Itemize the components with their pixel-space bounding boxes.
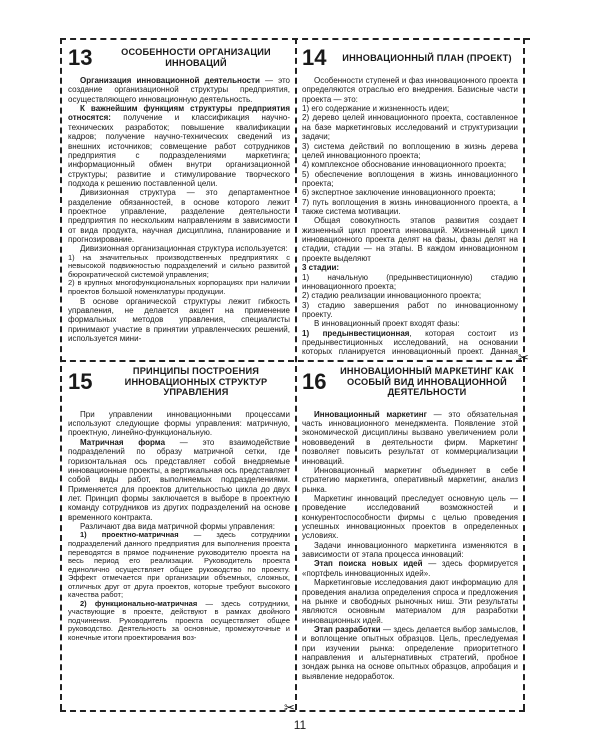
list-item: 1) его содержание и жизненность идеи;	[302, 104, 450, 114]
term: Этап поиска новых идей	[314, 559, 423, 569]
card-body	[68, 76, 290, 343]
term: 2) функционально-матричная	[80, 598, 198, 608]
paragraph: Инновационный маркетинг объединяет в себе стратегию маркетинга, оперативный маркетинг, анализ рынка.	[302, 465, 518, 494]
list-item: 5) обеспечение воплощения в жизнь инновационного проекта;	[302, 169, 518, 188]
card-body	[302, 402, 518, 681]
term: К важнейшим функциям структуры предприятия относятся:	[68, 104, 290, 123]
paragraph: — здесь формируется «портфель инновационных идей».	[302, 559, 518, 578]
paragraph: получение и классификация научно-технических разработок; повышение квалификации кадров; получение научно-технических сведений из внешних источников; совмещение работ сотрудников предприятия с подразделениями маркетинга; информационный обмен внутри организационной структуры; развитие и стимулирование творческого подхода к решению поставленной цели.	[68, 113, 290, 188]
paragraph: — здесь сотрудники, участвующие в проекте, действуют в рамках двойного подчинения. Руководитель проекта осуществляет общее руководство. Деятельность за основные, промежуточные и конечные итоги проектирования воз-	[68, 598, 290, 642]
paragraph: — это взаимодействие подразделений по образу матричной сетки, где горизонтальная ось представляет собой внедряемые инновационные проекты, а вертикальная ось представляет собой виды работ, выполняемых подразделениями. Применяется для проектов длительностью цикла до двух лет. Принцип формы заключается в выборе в проектную команду сотрудников из других подразделений на основе временного контракта.	[68, 437, 290, 522]
list-item: 3) система действий по воплощению в жизнь дерева целей инновационного проекта;	[302, 141, 518, 160]
term: Инновационный маркетинг	[314, 409, 427, 419]
card-title: ИННОВАЦИОННЫЙ МАРКЕТИНГ КАК ОСОБЫЙ ВИД ИННОВАЦИОННОЙ ДЕЯТЕЛЬНОСТИ	[340, 366, 514, 398]
card-header	[302, 44, 518, 72]
card-number: 14	[302, 45, 327, 70]
paragraph: Дивизионная организационная структура используется:	[80, 244, 288, 254]
paragraph: Задачи инновационного маркетинга изменяются в зависимости от этапа процесса инноваций:	[302, 540, 518, 560]
term: Матричная форма	[80, 437, 166, 447]
paragraph: Различают два вида матричной формы управления:	[80, 522, 275, 532]
cut-line-middle	[60, 360, 522, 362]
paragraph: Маркетинговые исследования дают информацию для проведения анализа определения спроса и предложения на рынке и свободных рыночных ниш. Эти результаты являются основным материалом для разработки инновационных идей.	[302, 578, 518, 625]
paragraph: — это обязательная часть инновационного менеджмента. Появление этой экономической дисциплины вызвано увеличением роли нововведений в деятельности фирм. Маркетинг позволяет повысить результат от коммерциализации инноваций.	[302, 409, 518, 466]
list-item: 3) стадию завершения работ по инновационному проекту.	[302, 300, 518, 319]
page-number: 11	[293, 718, 307, 732]
card-number: 16	[302, 368, 327, 394]
paragraph: Общая совокупность этапов развития создает жизненный цикл проекта инноваций. Жизненный цикл инновационного проекта делят на фазы, фазы делят на стадии, стадии — на этапы. В каждом инновационном проекте выделяют	[302, 216, 518, 263]
card-16	[302, 366, 518, 704]
paragraph: — это департаментное разделение обязанностей, в основе которого лежит проектное управление, разделение деятельности предприятия по нескольким направлениям в зависимости от вида продукта, научная дисциплина, планирование и прогнозирование.	[68, 188, 290, 245]
paragraph: Маркетинг инноваций преследует основную цель — проведение исследований возможностей и конкурентоспособности фирмы с целью проведения успешных инновационных проектов в определенных условиях.	[302, 493, 518, 541]
term: Этап разработки	[314, 625, 381, 634]
scissors-icon: ✂	[284, 701, 295, 716]
paragraph: — здесь делается выбор замыслов, и воплощение опытных образцов. Цель, преследуемая при изучении рынка: определение приоритетного направления и альтернативных стратегий, пробное зондаж рынка на основе опытных образцов, апробация и выявление недоработок.	[302, 625, 518, 681]
card-header	[68, 366, 290, 398]
paragraph: — это создание организационной структуры предприятия, осуществляющего инновационную деятельность.	[68, 76, 290, 104]
list-item: 1) на значительных производственных предприятиях с невысокой подвижностью подразделений и сильно развитой бюрократической системой управления;	[68, 252, 290, 279]
term: Дивизионная структура	[80, 188, 176, 198]
cut-line-center	[295, 38, 297, 710]
list-item: 6) экспертное заключение инновационного проекта;	[302, 188, 496, 198]
card-title: ИННОВАЦИОННЫЙ ПЛАН (ПРОЕКТ)	[342, 52, 512, 63]
card-number: 13	[68, 45, 93, 70]
card-body	[302, 76, 518, 356]
list-item: 4) комплексное обоснование инновационного проекта;	[302, 160, 507, 170]
card-13	[68, 44, 290, 356]
cut-line-right	[523, 38, 525, 710]
card-15	[68, 366, 290, 704]
card-number: 15	[68, 368, 93, 394]
card-header	[68, 44, 290, 72]
list-item: 2) дерево целей инновационного проекта, составленное на базе маркетинговых исследований и структуризации задачи;	[302, 113, 518, 142]
term: 1) проектно-матричная	[80, 530, 179, 540]
paragraph: В инновационный проект входят фазы:	[314, 319, 460, 329]
scissors-icon: ✂	[518, 351, 529, 366]
paragraph: Особенности ступеней и фаз инновационного проекта определяются отраслью его внедрения. Базисные части проекта — это:	[302, 76, 518, 104]
list-item: 1) начальную (предынвестиционную) стадию инновационного проекта;	[302, 272, 518, 291]
cut-line-left	[60, 38, 62, 710]
paragraph: , которая состоит из предынвестиционных исследований, на основании которых планируется инновационный проект. Данная	[302, 328, 518, 356]
paragraph: При управлении инновационными процессами используют следующие формы управления: матричную, проектную, линейно-функциональную.	[68, 409, 290, 438]
card-title: ПРИНЦИПЫ ПОСТРОЕНИЯ ИННОВАЦИОННЫХ СТРУКТУР УПРАВЛЕНИЯ	[124, 366, 268, 398]
term: Организация инновационной деятельности	[80, 76, 260, 85]
term: 3 стадии:	[302, 263, 340, 273]
paragraph: В основе органической структуры лежит гибкость управления, не делается акцент на применение формальных методов управления, специалисты принимают участие в принятии управленческих решений, используется мини-	[68, 296, 290, 343]
card-14	[302, 44, 518, 356]
list-item: 7) путь воплощения в жизнь инновационного проекта, а также система мотивации.	[302, 197, 518, 217]
list-item: 2) в крупных многофункциональных корпорациях при наличии проектов большой номенклатуры продукции.	[68, 278, 290, 297]
card-body	[68, 402, 290, 643]
paragraph: — здесь сотрудники подразделений данного предприятия для выполнения проекта переводятся в прямое подчинение руководителю проекта на весь период его реализации. Руководитель проекта единолично осуществляет общее руководство по проекту. Эффект отмечается при организации объемных, сложных, отличных друг от друга проектов, которые требуют высокого качества работ;	[68, 530, 290, 600]
list-item: 2) стадию реализации инновационного проекта;	[302, 291, 482, 301]
term: 1) предынвестиционная	[302, 328, 410, 338]
card-header	[302, 366, 518, 398]
card-title: ОСОБЕННОСТИ ОРГАНИЗАЦИИ ИННОВАЦИЙ	[121, 47, 271, 68]
